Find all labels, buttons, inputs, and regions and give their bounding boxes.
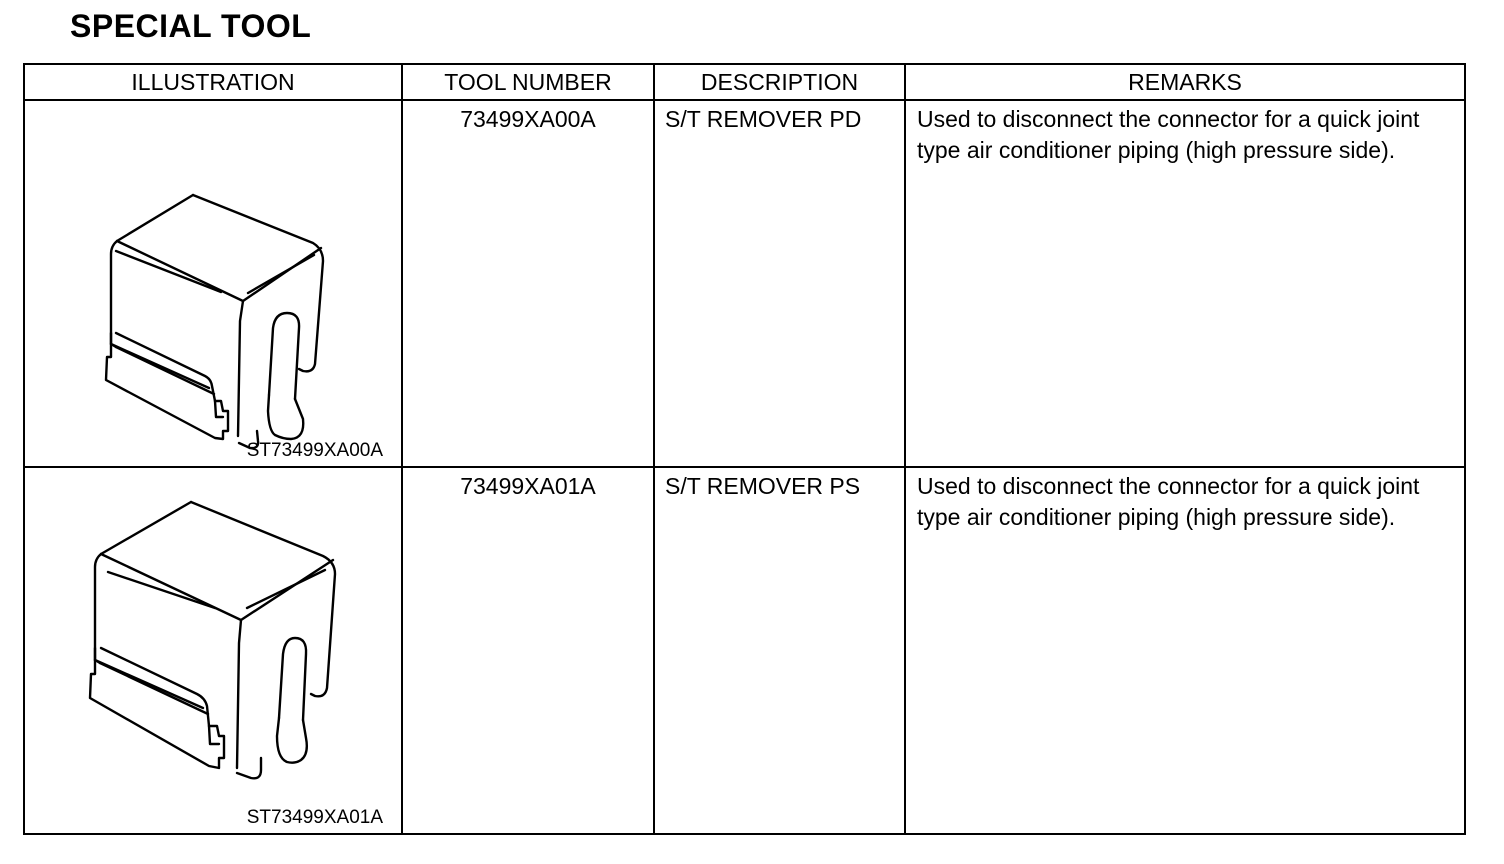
page-title: SPECIAL TOOL [70,8,312,44]
tool-number-cell: 73499XA00A [402,100,654,467]
header-description: DESCRIPTION [654,64,905,100]
header-illustration: ILLUSTRATION [24,64,402,100]
illustration-cell [24,100,402,467]
table-header-row [24,64,1465,100]
illustration-cell [24,467,402,834]
remover-tool-illustration [25,101,401,463]
special-tool-table [23,63,1466,835]
header-tool-number: TOOL NUMBER [402,64,654,100]
remarks-cell: Used to disconnect the connector for a quick joint type air conditioner piping (high pressure side). [905,467,1465,834]
tool-number-cell: 73499XA01A [402,467,654,834]
illustration-code: ST73499XA00A [246,440,383,461]
header-remarks: REMARKS [905,64,1465,100]
table-row [24,100,1465,467]
remarks-cell: Used to disconnect the connector for a quick joint type air conditioner piping (high pressure side). [905,100,1465,467]
remover-tool-illustration [25,468,401,830]
description-cell: S/T REMOVER PD [654,100,905,467]
description-cell: S/T REMOVER PS [654,467,905,834]
table-row [24,467,1465,834]
illustration-code: ST73499XA01A [246,807,383,828]
